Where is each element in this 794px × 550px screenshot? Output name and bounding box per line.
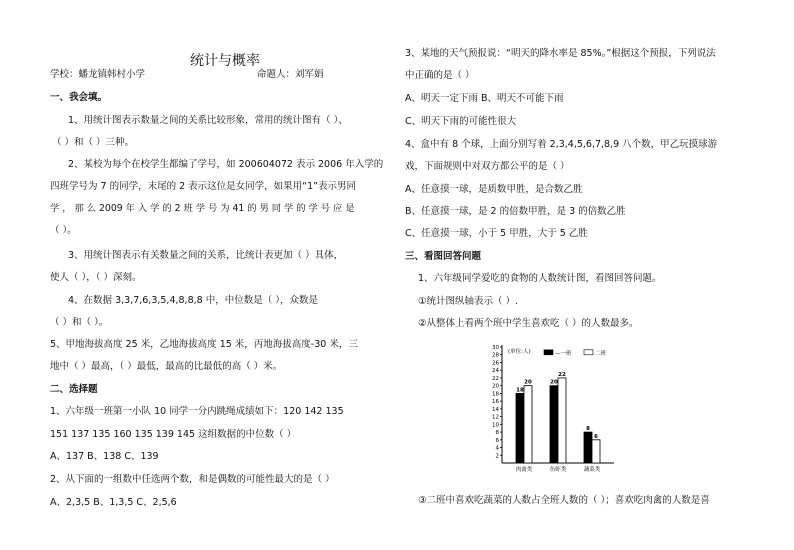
section-3-heading: 三、看图回答问题 [405, 251, 482, 262]
y-tick-label: 10 [492, 422, 499, 429]
question-text: 3、用统计图表示有关数量之间的关系，比统计表更加（ ）具体， [68, 250, 344, 261]
question-text: 4、在数据 3,3,7,6,3,5,4,8,8,8 中，中位数是（ ），众数是 [68, 295, 318, 306]
bar-value-label: 20 [550, 379, 558, 386]
question-text: 2、从下面的一组数中任选两个数，和是偶数的可能性最大的是（ ） [50, 474, 335, 485]
question-text: 学 ， 那 么 2009 年 入 学 的 2 班 学 号 为 41 的 男 同 学 的 学 号 应 是 [50, 203, 355, 214]
x-tick-label: 肉禽类 [515, 467, 533, 473]
question-text: A、2,3,5 B、1,3,5 C、2,5,6 [50, 497, 177, 508]
y-tick-label: 20 [492, 383, 499, 390]
y-tick-label: 18 [492, 391, 499, 398]
y-tick-label: 30 [492, 345, 499, 351]
section-2-heading: 二、选择题 [50, 384, 98, 395]
question-text: 戏，下面规则中对双方都公平的是（ ） [405, 161, 570, 172]
bar [584, 432, 592, 463]
y-tick-label: 6 [495, 437, 499, 444]
page-title: 统计与概率 [190, 53, 260, 69]
food-bar-chart [482, 338, 622, 483]
x-tick-label: 鱼虾类 [549, 467, 567, 473]
y-tick-label: 12 [492, 414, 499, 421]
legend-swatch-2 [584, 350, 593, 355]
bar [524, 386, 532, 463]
author-line: 命题人：刘军娟 [257, 69, 324, 80]
school-line: 学校：蟠龙镇韩村小学 [50, 69, 146, 80]
y-tick-label: 14 [492, 406, 499, 413]
bar [592, 440, 600, 463]
question-text: （ ）和（ ）。 [50, 317, 109, 328]
question-text: 2、某校为每个在校学生都编了学号，如 200604072 表示 2006 年入学的 [68, 159, 384, 170]
legend-label: —一班 [555, 350, 572, 357]
question-text: 1、用统计图表示数量之间的关系比较形象，常用的统计图有（ ）、 [68, 115, 348, 126]
section-1-heading: 一、我会填。 [50, 92, 108, 103]
bar [558, 378, 566, 463]
question-text: 四班学号为 7 的同学，末尾的 2 表示这位是女同学，如果用“1”表示男同 [50, 181, 357, 192]
question-text: ①统计图纵轴表示（ ）. [418, 296, 519, 307]
question-text: 中正确的是（ ） [405, 70, 475, 81]
y-tick-label: 22 [492, 375, 499, 382]
bar-value-label: 18 [516, 387, 524, 394]
legend-label: 二班 [595, 350, 607, 357]
x-tick-label: 蔬菜类 [583, 467, 601, 473]
question-text: 1、六年级同学爱吃的食物的人数统计图，看图回答问题。 [418, 273, 662, 284]
y-tick-label: 24 [492, 368, 499, 375]
y-tick-label: 8 [495, 430, 499, 437]
y-tick-label: 4 [495, 445, 499, 452]
question-text: B、任意摸一球，是 2 的倍数甲胜，是 3 的倍数乙胜 [405, 206, 626, 217]
y-tick-label: 28 [492, 352, 499, 359]
unit-label: (单位:人) [508, 348, 531, 355]
question-text: C、明天下雨的可能性很大 [405, 116, 517, 127]
question-text: （ ）和（ ）三种。 [52, 137, 135, 148]
question-text: C、任意摸一球，小于 5 甲胜，大于 5 乙胜 [405, 228, 588, 239]
question-text: 4、盒中有 8 个球，上面分别写着 2,3,4,5,6,7,8,9 八个数，甲乙玩摸球游 [405, 139, 718, 150]
question-text: A、137 B、138 C、139 [50, 451, 159, 462]
question-text: 1、六年级一班第一小队 10 同学一分内跳绳成绩如下：120 142 135 [50, 406, 344, 417]
bar-value-label: 6 [594, 433, 598, 440]
legend-swatch-1 [544, 350, 553, 355]
y-tick-label: 26 [492, 360, 499, 367]
question-text: 地中（ ）最高，（ ）最低，最高的比最低的高（ ）米。 [50, 361, 283, 372]
bar-value-label: 8 [586, 426, 590, 433]
question-text: ③二班中喜欢吃蔬菜的人数占全班人数的（ ）；喜欢吃肉禽的人数是喜 [418, 495, 710, 506]
y-tick-label: 16 [492, 399, 499, 406]
question-text: 3、某地的天气预报说：“明天的降水率是 85%。”根据这个预报，下列说法 [405, 48, 716, 59]
question-text: A、明天一定下雨 B、明天不可能下雨 [405, 93, 564, 104]
bar-value-label: 20 [524, 379, 532, 386]
bar [516, 393, 524, 463]
question-text: ②从整体上看两个班中学生喜欢吃（ ）的人数最多。 [418, 318, 639, 329]
bar [550, 386, 558, 463]
y-tick-label: 2 [495, 453, 499, 460]
question-text: 使人（ ），（ ）深刻。 [50, 272, 142, 283]
question-text: A、任意摸一球，是质数甲胜，是合数乙胜 [405, 184, 583, 195]
question-text: 151 137 135 160 135 139 145 这组数据的中位数（ ） [50, 429, 297, 440]
question-text: 5、甲地海拔高度 25 米，乙地海拔高度 15 米，丙地海拔高度-30 米，三 [50, 339, 358, 350]
bar-value-label: 22 [558, 371, 566, 378]
question-text: （ ）。 [50, 225, 77, 236]
